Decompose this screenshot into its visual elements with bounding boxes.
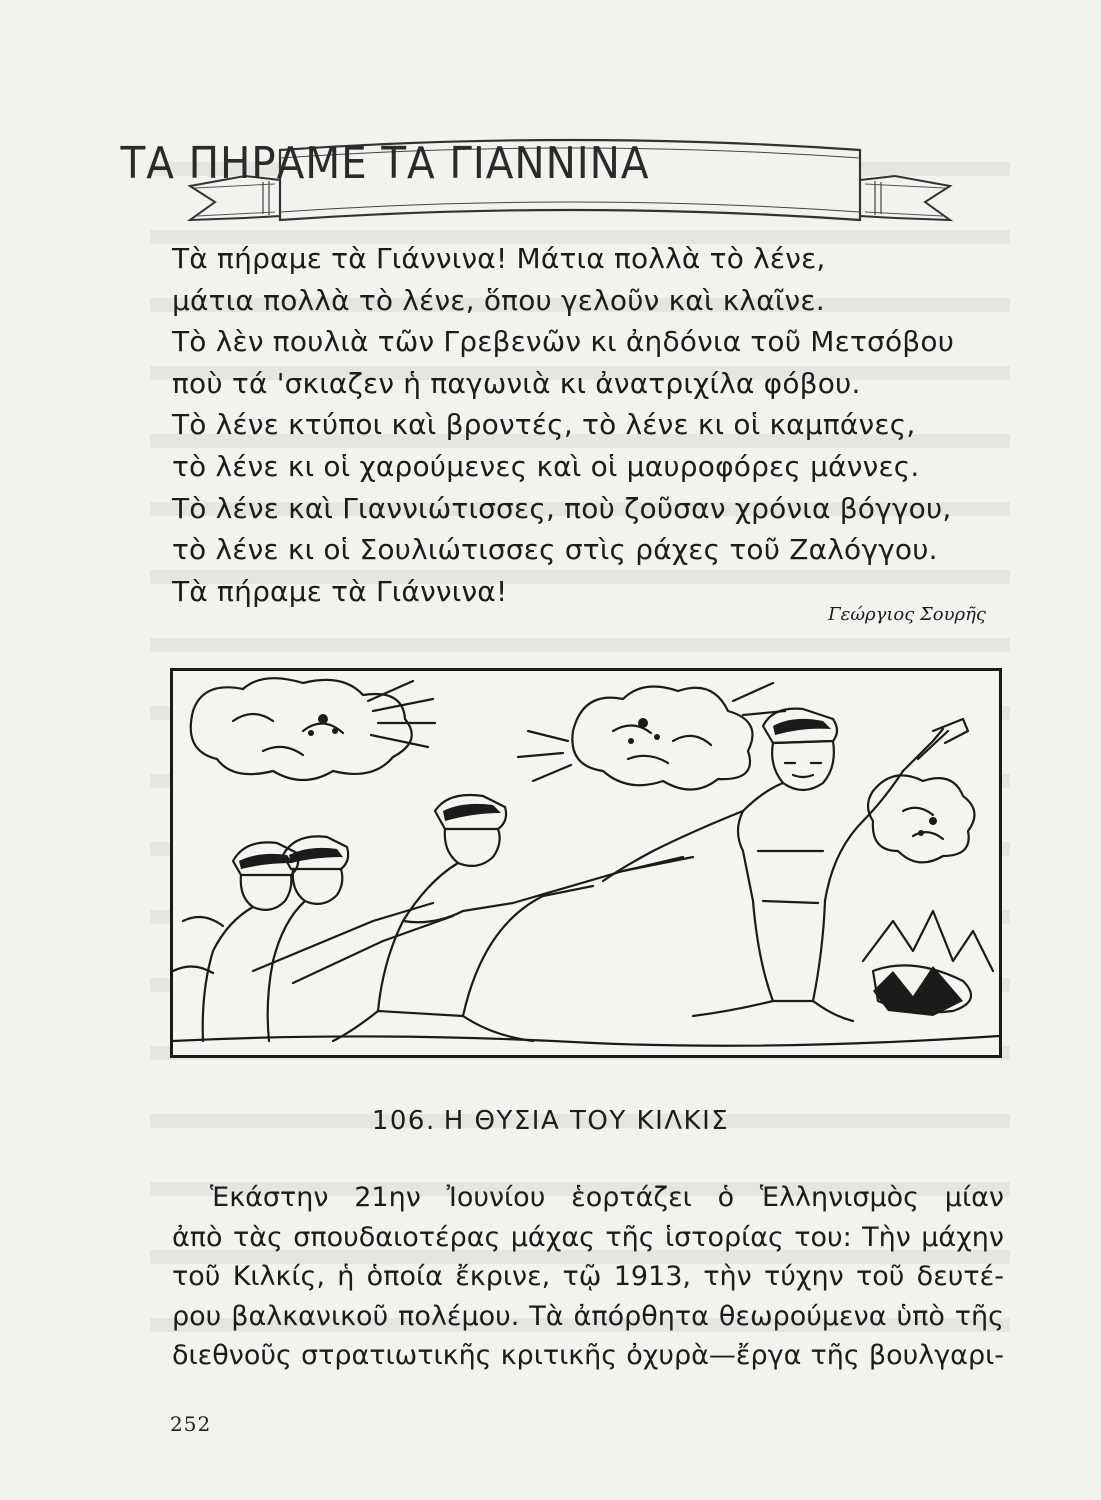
body-line: ἀπὸ τὰς σπουδαιοτέρας μάχας τῆς ἱστορίας του: Τὴν μάχην <box>172 1221 1004 1253</box>
poem-line: Τὸ λένε κτύποι καὶ βροντές, τὸ λένε κι οἱ καμπάνες, <box>172 408 916 442</box>
poem-line: μάτια πολλὰ τὸ λένε, ὅπου γελοῦν καὶ κλαῖνε. <box>172 283 825 317</box>
body-text <box>172 1178 1004 1376</box>
battle-scene-illustration <box>170 668 1002 1058</box>
banner-title: ΤΑ ΠΗΡΑΜΕ ΤΑ ΓΙΑΝΝΙΝΑ <box>120 138 650 189</box>
battle-scene-drawing <box>173 671 999 1055</box>
poem-line: τὸ λένε κι οἱ Σουλιώτισσες στὶς ράχες τοῦ Ζαλόγγου. <box>172 533 938 567</box>
section-number: 106. <box>371 1106 436 1136</box>
poem-line: Τὸ λὲν πουλιὰ τῶν Γρεβενῶν κι ἀηδόνια τοῦ Μετσόβου <box>172 325 955 359</box>
body-line: τοῦ Κιλκίς, ἡ ὁποία ἔκρινε, τῷ 1913, τὴν τύχην τοῦ δευτέ- <box>172 1261 1004 1292</box>
section-title: Η ΘΥΣΙΑ ΤΟΥ ΚΙΛΚΙΣ <box>443 1106 730 1136</box>
body-line: Ἑκάστην 21ην Ἰουνίου ἑορτάζει ὁ Ἑλληνισμὸς μίαν <box>210 1182 1004 1213</box>
section-heading <box>0 1106 1101 1136</box>
body-line: ρου βαλκανικοῦ πολέμου. Τὰ ἀπόρθητα θεωρούμενα ὑπὸ τῆς <box>172 1300 1004 1332</box>
poem <box>172 238 1002 612</box>
body-line: διεθνοῦς στρατιωτικῆς κριτικῆς ὀχυρὰ—ἔργα τῆς βουλγαρι- <box>172 1340 1004 1371</box>
poem-author: Γεώργιος Σουρῆς <box>828 604 986 625</box>
poem-line: Τὰ πήραμε τὰ Γιάννινα! Μάτια πολλὰ τὸ λένε, <box>172 242 826 275</box>
poem-line: ποὺ τά 'σκιαζεν ἡ παγωνιὰ κι ἀνατριχίλα φόβου. <box>172 366 861 400</box>
poem-line: Τὰ πήραμε τὰ Γιάννινα! <box>172 574 508 608</box>
poem-line: Τὸ λένε καὶ Γιαννιώτισσες, ποὺ ζοῦσαν χρόνια βόγγου, <box>172 491 952 525</box>
poem-line: τὸ λένε κι οἱ χαρούμενες καὶ οἱ μαυροφόρες μάννες. <box>172 449 920 483</box>
page-number: 252 <box>170 1412 212 1436</box>
